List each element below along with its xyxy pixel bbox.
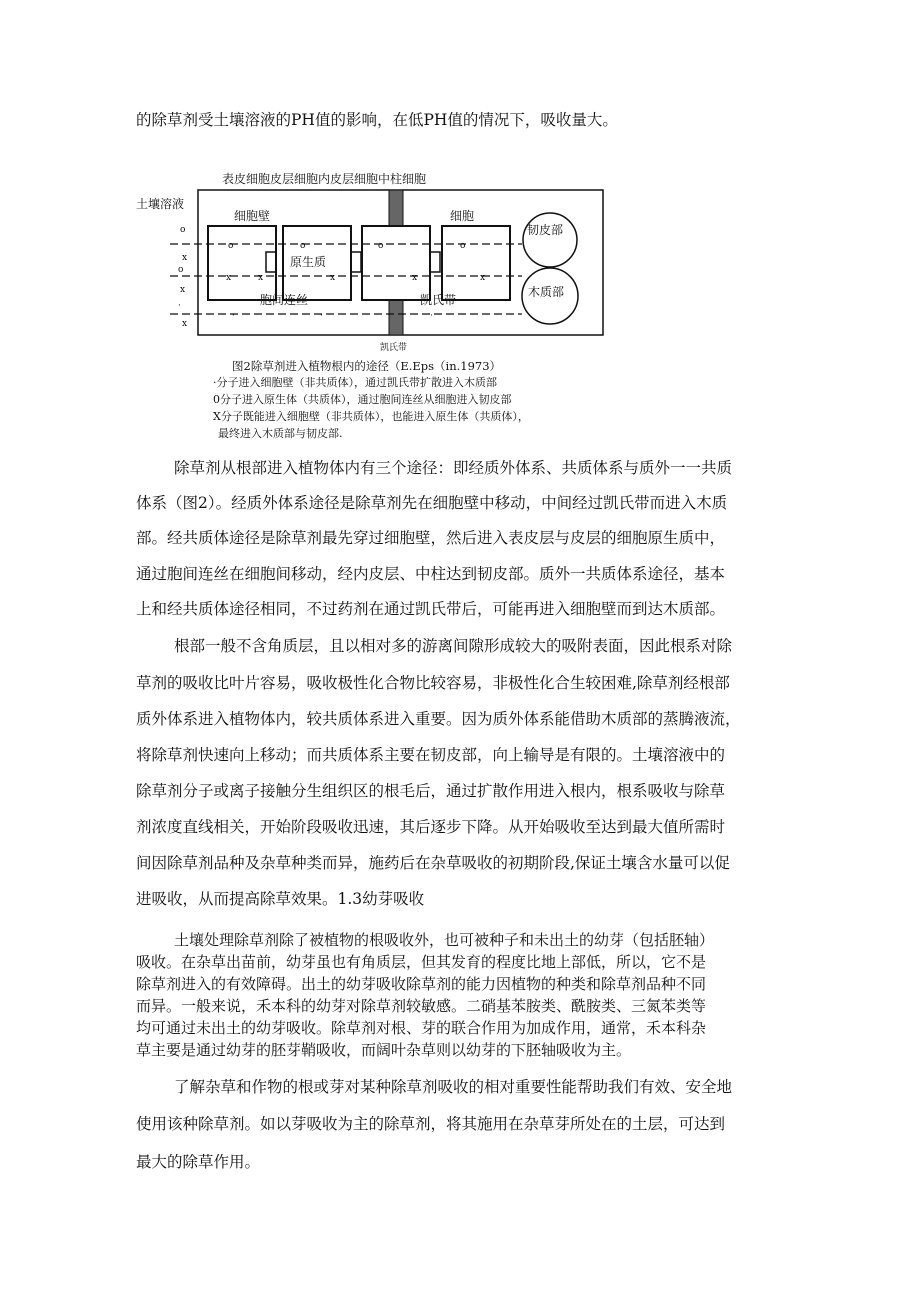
label-soil-solution: 土壤溶液 [136,197,185,211]
svg-text:o: o [460,241,466,251]
text-line: 而异。一般来说，禾本科的幼芽对除草剂较敏感。二硝基苯胺类、酰胺类、三氮苯类等 [136,997,707,1015]
text-line: 草主要是通过幼芽的胚芽鞘吸收，而阔叶杂草则以幼芽的下胚轴吸收为主。 [136,1041,632,1059]
svg-text:o: o [180,225,186,235]
svg-text:x: x [182,253,188,263]
label-protoplasm: 原生质 [290,255,327,269]
svg-text:x: x [412,273,418,283]
figure-caption: 图2除草剂进入植物根内的途径（E.Eps（in.1973） [232,359,502,373]
svg-text:·: · [232,311,235,321]
svg-text:o: o [378,241,384,251]
svg-text:x: x [480,273,486,283]
text-line: 通过胞间连丝在细胞间移动，经内皮层、中柱达到韧皮部。质外一共质体系途径，基本 [136,565,726,583]
text-line: 将除草剂快速向上移动；而共质体系主要在韧皮部，向上输导是有限的。土壤溶液中的 [136,746,726,764]
text-line: 进吸收，从而提高除草效果。1.3幼芽吸收 [136,890,425,908]
text-line: 均可通过未出土的幼芽吸收。除草剂对根、芽的联合作用为加成作用，通常，禾本科杂 [136,1019,707,1037]
svg-text:x: x [330,273,336,283]
legend-line-1: ·分子进入细胞壁（非共质体），通过凯氏带扩散进入木质部 [213,376,497,389]
text-line: 上和经共质体途径相同，不过药剂在通过凯氏带后，可能再进入细胞壁而到达木质部。 [136,600,726,618]
text-line: 除草剂进入的有效障碍。出土的幼芽吸收除草剂的能力因植物的种类和除草剂品种不同 [136,975,707,993]
label-plasmodesma: 胞间连丝 [260,293,309,307]
text-line: 根部一般不含角质层，且以相对多的游离间隙形成较大的吸附表面，因此根系对除 [174,637,733,655]
text-line: 最大的除草作用。 [136,1153,261,1171]
label-xylem: 木质部 [528,285,565,299]
label-cell: 细胞 [450,209,475,223]
label-casparian-inner: 凯氏带 [420,293,457,307]
legend-line-2: 0分子进入原生体（共质体），通过胞间连丝从细胞进入韧皮部 [213,393,512,406]
text-line: 使用该种除草剂。如以芽吸收为主的除草剂，将其施用在杂草芽所处在的土层，可达到 [136,1115,726,1133]
text-line: 部。经共质体途径是除草剂最先穿过细胞壁，然后进入表皮层与皮层的细胞原生质中， [136,529,726,547]
text-line: 间因除草剂品种及杂草种类而异，施药后在杂草吸收的初期阶段,保证土壤含水量可以促 [136,854,730,872]
svg-text:·: · [178,301,181,311]
label-casparian-bottom: 凯氏带 [380,343,408,353]
svg-text:·: · [430,311,433,321]
svg-text:·: · [320,311,323,321]
text-line: 了解杂草和作物的根或芽对某种除草剂吸收的相对重要性能帮助我们有效、安全地 [174,1078,733,1096]
svg-text:o: o [178,265,184,275]
text-line: 草剂的吸收比叶片容易，吸收极性化合物比较容易，非极性化合生较困难,除草剂经根部 [136,674,730,692]
text-line: 吸收。在杂草出苗前，幼芽虽也有角质层，但其发育的程度比地上部低，所以，它不是 [136,953,707,971]
text-line: 除草剂从根部进入植物体内有三个途径：即经质外体系、共质体系与质外一一共质 [174,459,733,477]
label-cell-wall: 细胞壁 [234,209,271,223]
cell-4 [442,226,510,300]
svg-text:x: x [182,319,188,329]
phloem-circle [523,213,577,267]
legend-line-4: 最终进入木质部与韧皮部. [218,427,343,440]
diagram-svg [130,168,610,368]
text-line: 除草剂分子或离子接触分生组织区的根毛后，通过扩散作用进入根内，根系吸收与除草 [136,782,726,800]
text-line-top: 的除草剂受土壤溶液的PH值的影响，在低PH值的情况下，吸收量大。 [136,111,618,129]
svg-text:x: x [226,273,232,283]
text-line: 质外体系进入植物体内，较共质体系进入重要。因为质外体系能借助木质部的蒸腾液流， [136,710,741,728]
root-absorption-diagram [130,168,610,368]
svg-text:x: x [180,285,186,295]
svg-text:o: o [228,241,234,251]
legend-line-3: X分子既能进入细胞壁（非共质体），也能进入原生体（共质体）， [213,410,529,423]
cell-3 [362,226,430,300]
label-phloem: 韧皮部 [527,223,564,237]
diagram-header-labels: 表皮细胞皮层细胞内皮层细胞中柱细胞 [222,172,427,186]
text-line: 土壤处理除草剂除了被植物的根吸收外，也可被种子和未出土的幼芽（包括胚轴） [174,931,715,949]
svg-text:o: o [300,241,306,251]
svg-text:x: x [258,273,264,283]
text-line: 剂浓度直线相关，开始阶段吸收迅速，其后逐步下降。从开始吸收至达到最大值所需时 [136,818,726,836]
text-line: 体系（图2）。经质外体系途径是除草剂先在细胞壁中移动，中间经过凯氏带而进入木质 [136,494,728,512]
